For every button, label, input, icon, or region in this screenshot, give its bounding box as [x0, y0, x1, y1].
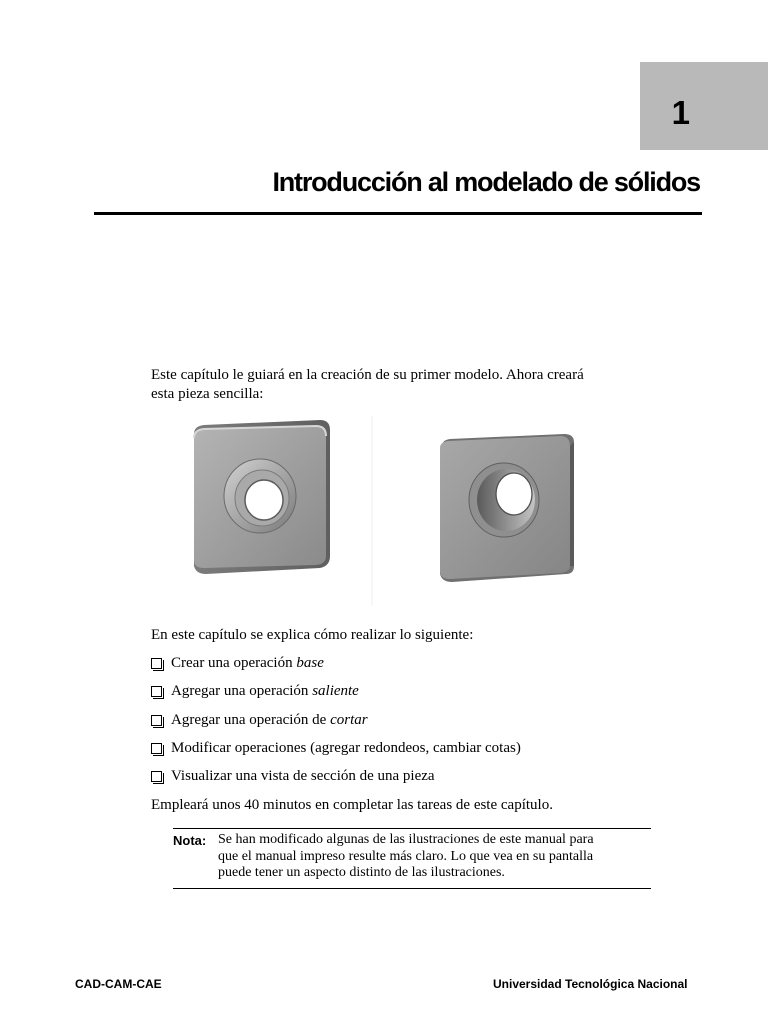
task-item — [151, 767, 521, 795]
task-emphasis: base — [296, 655, 324, 671]
intro-line-1: Este capítulo le guiará en la creación de su primer modelo. Ahora creará — [151, 367, 584, 383]
intro-line-2: esta pieza sencilla: — [151, 386, 264, 402]
note-line-2: que el manual impreso resulte más claro. Lo que vea en su pantalla — [218, 848, 594, 864]
note-line-1: Se han modificado algunas de las ilustraciones de este manual para — [218, 832, 594, 847]
task-item — [151, 711, 521, 739]
chapter-tab — [640, 62, 768, 150]
task-text: Agregar una operación de — [171, 711, 331, 728]
chapter-title: Introducción al modelado de sólidos — [272, 167, 700, 197]
intro-paragraph — [151, 366, 611, 404]
task-emphasis: cortar — [330, 711, 368, 728]
part-views-svg — [180, 416, 590, 606]
part-illustration — [180, 416, 590, 606]
note-box — [173, 828, 651, 889]
task-list-intro: En este capítulo se explica cómo realizar lo siguiente: — [151, 627, 474, 643]
checkbox-icon — [151, 771, 162, 782]
checkbox-icon — [151, 715, 162, 726]
chapter-number: 1 — [671, 94, 690, 131]
title-rule — [94, 212, 702, 215]
task-emphasis: saliente — [312, 683, 359, 700]
task-item — [151, 654, 521, 682]
checkbox-icon — [151, 686, 162, 697]
task-text: Agregar una operación — [171, 683, 313, 700]
task-text: Modificar operaciones (agregar redondeos, cambiar cotas) — [171, 739, 521, 756]
note-line-3: puede tener un aspecto distinto de las ilustraciones. — [218, 865, 505, 880]
duration-text: Empleará unos 40 minutos en completar las tareas de este capítulo. — [151, 797, 553, 813]
footer-university: Universidad Tecnológica Nacional — [493, 977, 688, 991]
task-text: Crear una operación — [171, 655, 297, 671]
footer-course: CAD-CAM-CAE — [75, 977, 162, 991]
task-text: Visualizar una vista de sección de una pieza — [171, 768, 435, 785]
part-section-view — [440, 434, 574, 582]
checkbox-icon — [151, 658, 162, 669]
task-item — [151, 739, 521, 767]
note-text — [218, 832, 648, 882]
task-item — [151, 682, 521, 710]
part-front-view — [194, 420, 330, 574]
note-label: Nota: — [173, 833, 207, 848]
task-list — [151, 654, 521, 795]
checkbox-icon — [151, 743, 162, 754]
